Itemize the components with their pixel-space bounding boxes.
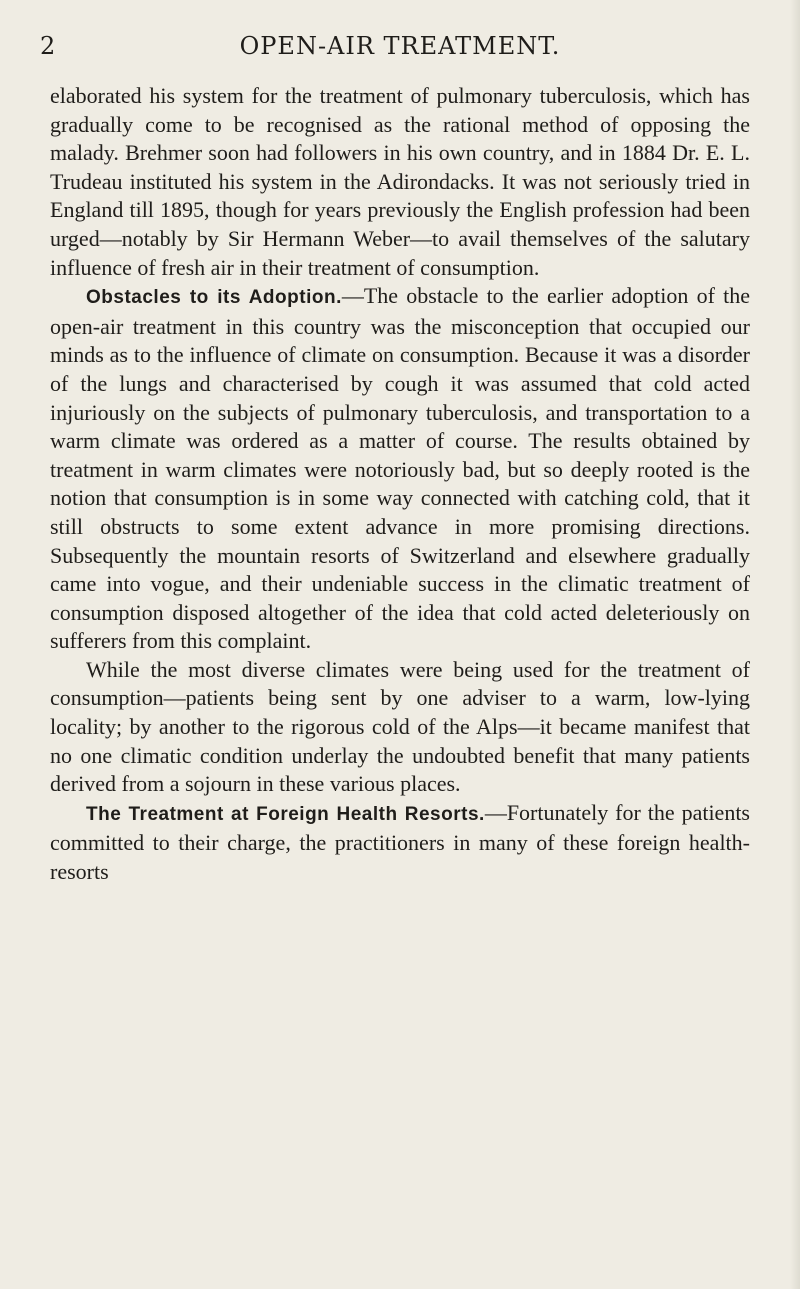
running-head: OPEN-AIR TREATMENT.	[239, 32, 561, 60]
paragraph-obstacles	[50, 282, 750, 656]
section-heading-obstacles: Obstacles to its Adoption.	[86, 287, 342, 309]
section-text-obstacles: —The obstacle to the earlier adoption of the open-air treatment in this country was the misconception that occupied our minds as to the influence of climate on consumption. Because it was a disorder of the lungs and characterised by cough it was assumed that cold acted injuriously on the subjects of pulmonary tuberculosis, and transportation to a warm climate was ordered as a matter of course. The results obtained by treatment in warm climates were notoriously bad, but so deeply rooted is the notion that consumption is in some way connected with catching cold, that it still obstructs to some extent advance in more promising directions. Subsequently the mountain resorts of Switzerland and elsewhere gradually came into vogue, and their undeniable success in the climatic treatment of consumption disposed altogether of the idea that cold acted deleteriously on sufferers from this complaint.	[50, 283, 751, 654]
paragraph-climates: While the most diverse climates were being used for the treatment of consumption—patients being sent by one adviser to a warm, low-lying locality; by another to the rigorous cold of the Alps—it became manifest that no one climatic condition underlay the undoubted benefit that many patients derived from a sojourn in these various places.	[50, 656, 750, 797]
page-header	[40, 30, 760, 64]
page-number: 2	[40, 32, 56, 60]
paragraph-foreign-resorts	[50, 799, 750, 887]
paragraph-continued: elaborated his system for the treatment of pulmonary tuberculosis, which has gradually come to be recognised as the rational method of opposing the malady. Brehmer soon had followers in his own country, and in 1884 Dr. E. L. Trudeau instituted his system in the Adirondacks. It was not seriously tried in England till 1895, though for years previously the English profession had been urged—notably by Sir Hermann Weber—to avail themselves of the salutary influence of fresh air in their treatment of consumption.	[50, 83, 750, 280]
section-text-foreign-resorts: —Fortunately for the patients committed to their charge, the practitioners in many of these foreign health-resorts	[50, 799, 750, 885]
section-heading-foreign-resorts: The Treatment at Foreign Health Resorts.	[86, 803, 485, 825]
page-body	[50, 82, 750, 887]
page-edge-shadow	[790, 0, 800, 1289]
